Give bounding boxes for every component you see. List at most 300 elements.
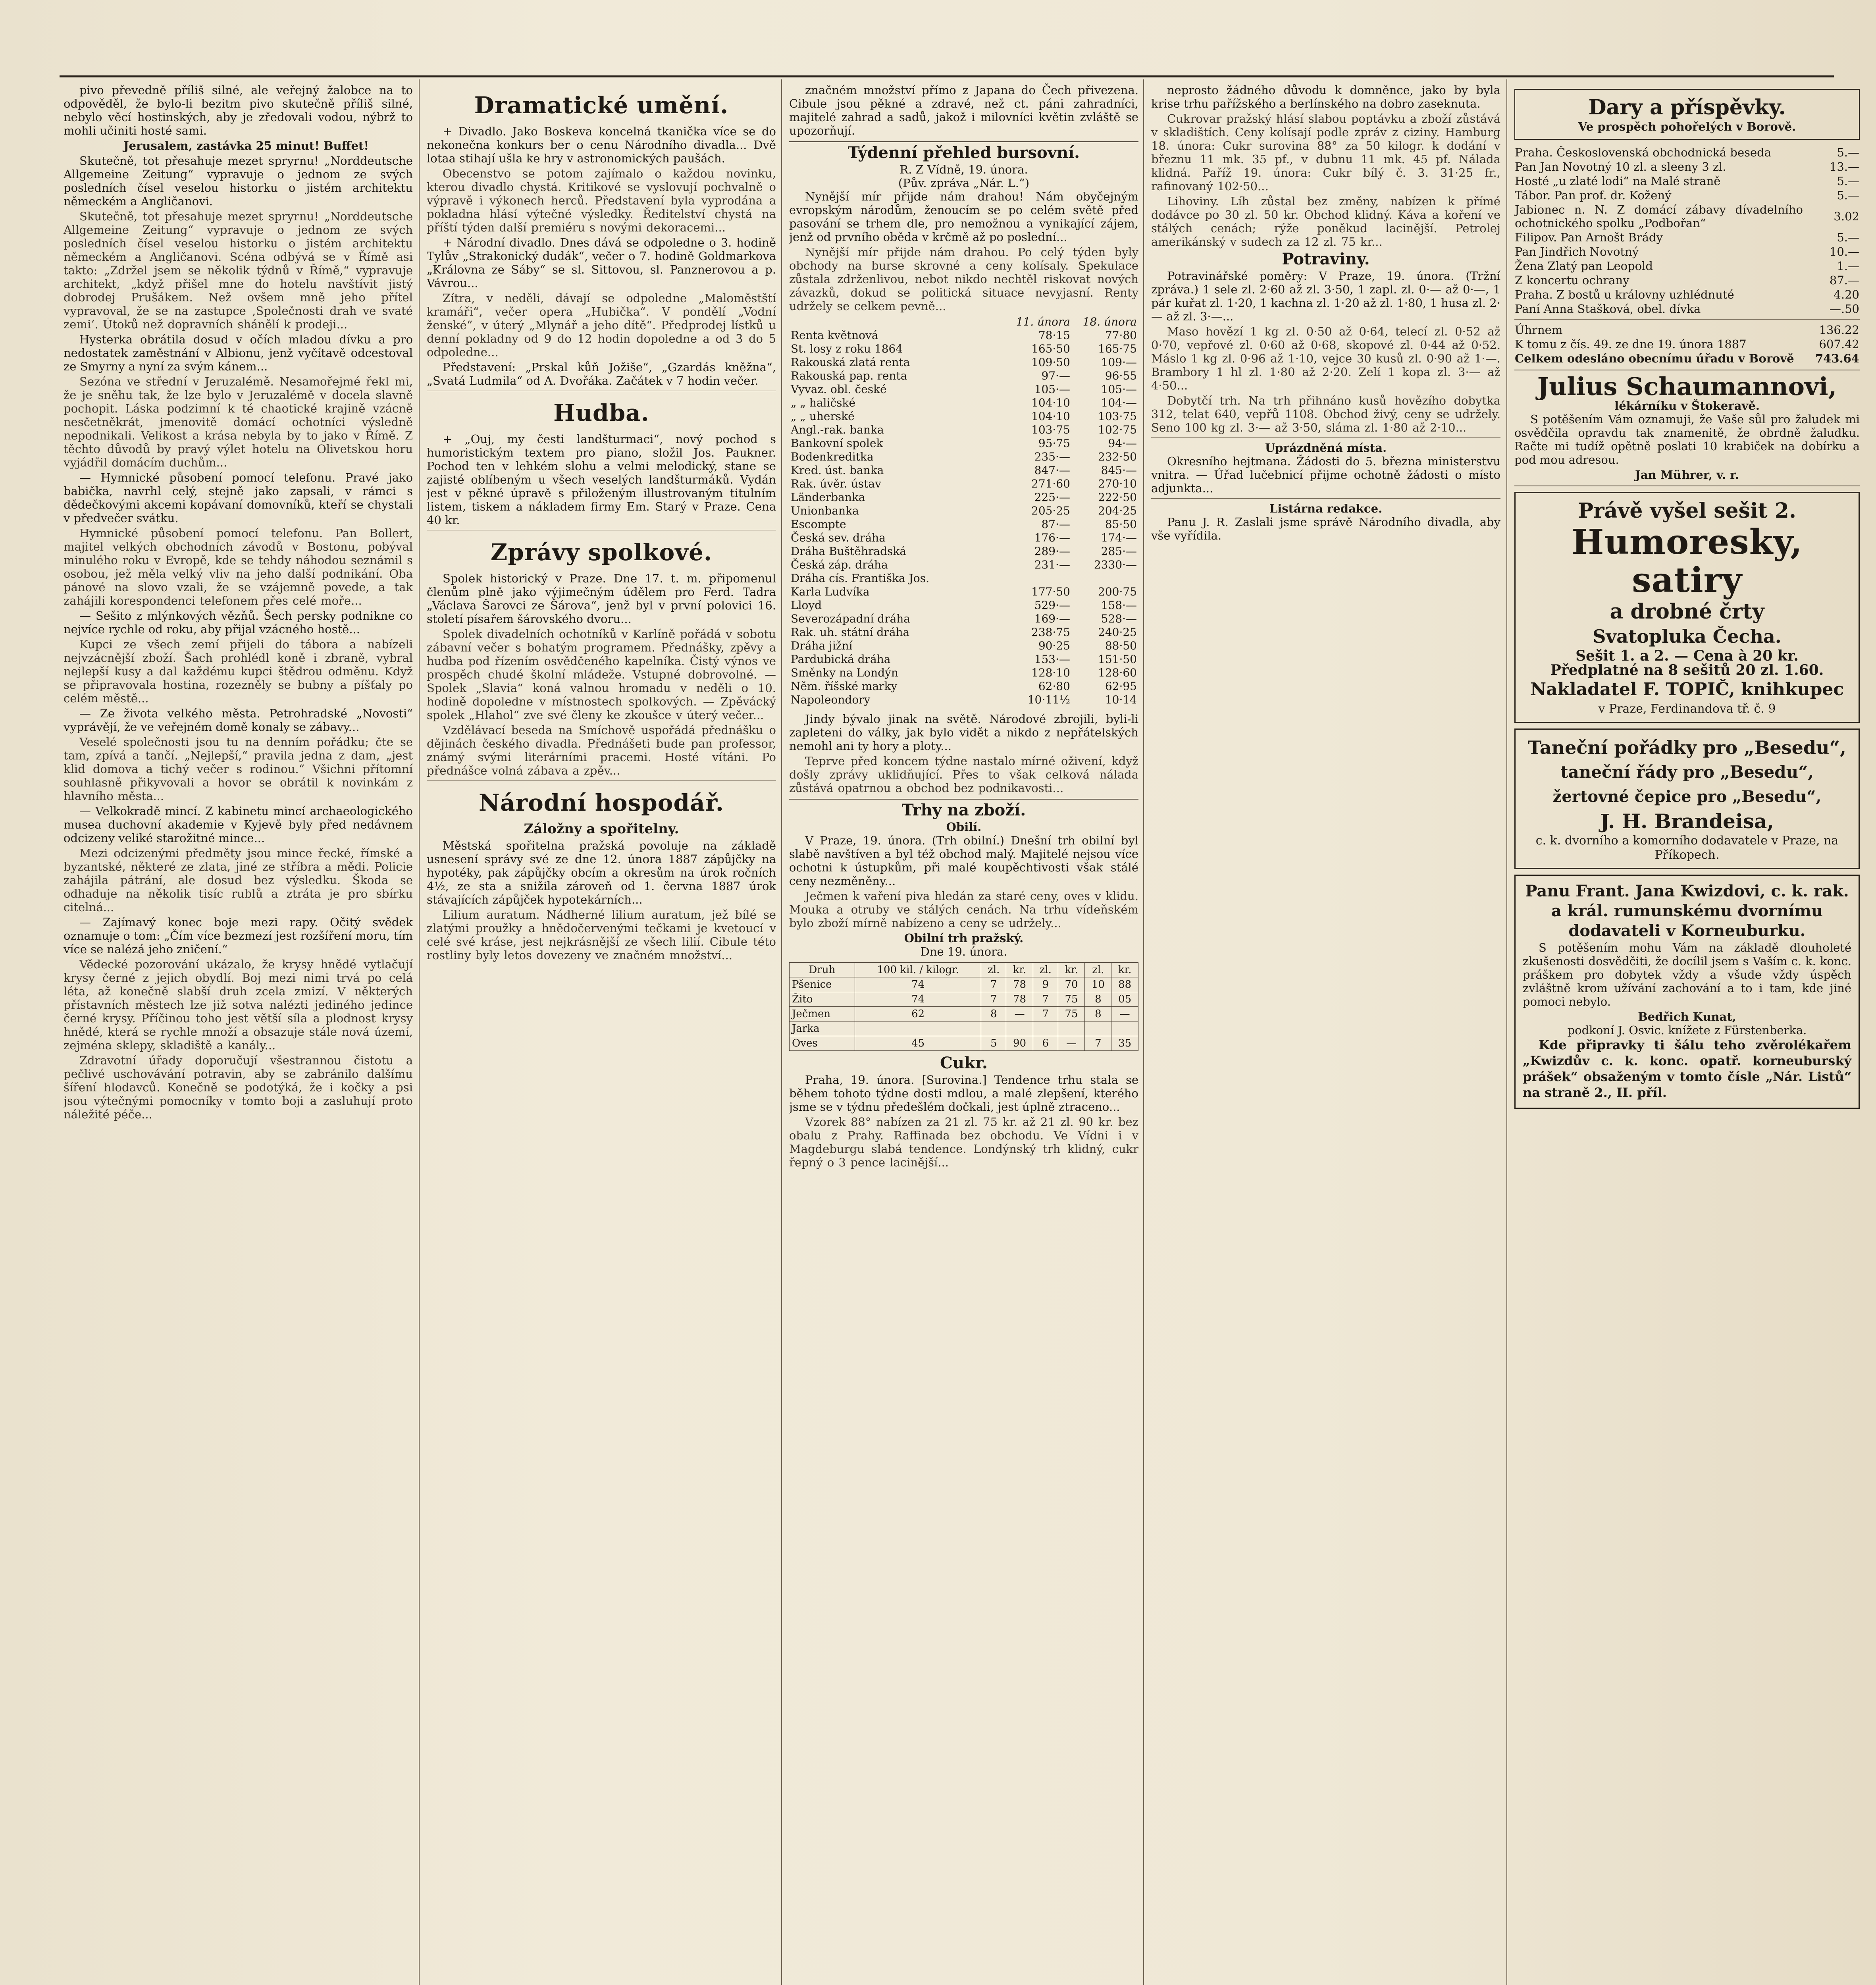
notice-text: S potěšením Vám oznamuji, že Vaše sůl pro žaludek mi osvědčila opravdu tak znamenitě, že obrdně žaludku. Račte mi tudíž opětně poslati 10 krabiček na dobírku a pod mou adresou. (1514, 412, 1860, 466)
security-name: St. losy z roku 1864 (791, 342, 903, 355)
security-price: 238·75 (1031, 626, 1070, 639)
col1-paragraph: Skutečně, tot přesahuje mezet spryrnu! „Norddeutsche Allgemeine Zeitung“ vypravuje o jednom ze svých posledních čísel veselou historku o jistém architektu německém a Angličanovi. (64, 154, 413, 208)
exchange-row (789, 410, 1138, 423)
grain-header: zl. (1085, 963, 1111, 977)
section-title-editorial: Listárna redakce. (1269, 502, 1383, 515)
grain-row (790, 977, 1138, 992)
markets-text: V Praze, 19. února. (Trh obilní.) Dnešní trh obilní byl slabě navštíven a byl též obchod malý. Majitelé nejsou více ochotni k ústupkům, při malé koupěchtivosti však stálé ceny nezměněny... (789, 834, 1138, 888)
grain-price: 5 (981, 1036, 1006, 1051)
donation-row (1514, 259, 1860, 273)
exchange-row (789, 342, 1138, 356)
col4-body-text: Dobytčí trh. Na trh přihnáno kusů hovězího dobytka 312, telat 640, vepřů 1108. Obchod živý, ceny se udržely. Seno 100 kg zl. 3·— až 3·50, sláma zl. 1·80 až 2·10... (1151, 394, 1500, 434)
ad-beseda-shop: J. H. Brandeisa, (1600, 809, 1774, 833)
grain-date: Dne 19. února. (920, 945, 1007, 958)
exchange-row (789, 369, 1138, 383)
ad-humoresky-price: Sešit 1. a 2. — Cena à 20 kr. (1576, 648, 1799, 664)
column-1 (64, 83, 413, 1985)
security-price: 165·75 (1098, 342, 1137, 355)
security-name: Česká sev. dráha (791, 531, 886, 544)
column-divider (1506, 79, 1507, 1985)
security-price: 96·55 (1105, 369, 1137, 382)
security-price: 87·— (1041, 518, 1070, 531)
security-price: 176·— (1034, 531, 1070, 544)
security-price: 109·— (1101, 356, 1137, 369)
donor: Tábor. Pan prof. dr. Kožený (1515, 189, 1672, 202)
security-price: 77·80 (1105, 329, 1137, 342)
security-name: Rak. uh. státní dráha (791, 626, 910, 639)
donation-amount: 4.20 (1834, 288, 1859, 301)
prev-amount: 607.42 (1819, 337, 1859, 351)
security-price: 104·10 (1031, 396, 1070, 409)
security-name: „ „ haličské (791, 396, 856, 409)
grain-price: 75 (1058, 992, 1085, 1007)
grain-header: zl. (1033, 963, 1058, 977)
drama-body-text: Obecenstvo se potom zajímalo o každou novinku, kterou divadlo chystá. Kritikové se vyslovují pochvalně o výpravě i výkonech herců. Představení byla vyprodána a pokladna hlásí výtečné výsledky. Ředitelství chystá na příští týden další premiéru s novými dekoracemi... (427, 167, 776, 234)
divider (789, 799, 1138, 800)
grain-price: 7 (1033, 1007, 1058, 1021)
donations-totals (1514, 323, 1860, 366)
music-text: + „Ouj, my česti landšturmaci“, nový pochod s humoristickým textem pro piano, složil Jos. Paukner. Pochod ten v lehkém slohu a velmi melodický, stane se zajisté oblíbeným u všech veselých landšturmáků. Vydán jest v pěkné úpravě s přiloženým illustrovaným titulním listem, tiskem a nákladem firmy Em. Starý v Praze. Cena 40 kr. (427, 432, 776, 527)
notice-name: Julius Schaumannovi, (1537, 372, 1837, 401)
security-price: 847·— (1034, 464, 1070, 477)
security-price: 240·25 (1098, 626, 1137, 639)
grain-row (790, 1036, 1138, 1051)
grain-weight: 74 (855, 977, 981, 992)
col1-paragraph: — Ze života velkého města. Petrohradské „Novosti“ vyprávějí, že ve veřejném domě konaly se zábavy... (64, 707, 413, 734)
security-price: 204·25 (1098, 504, 1137, 517)
donor: Z koncertu ochrany (1515, 274, 1629, 287)
security-price: 271·60 (1031, 477, 1070, 490)
security-name: Kred. úst. banka (791, 464, 884, 477)
security-name: Dráha jižní (791, 639, 853, 652)
column-divider (419, 79, 420, 1985)
security-name: Rakouská pap. renta (791, 369, 907, 382)
col1-body-text: Skutečně, tot přesahuje mezet spryrnu! „Norddeutsche Allgemeine Zeitung“ vypravuje o jednom ze svých posledních čísel veselou historku o jistém architektu německém a Angličanovi. Scéna odbývá se v Římě asi takto: „Zdržel jsem se několik týdnů v Římě,“ vypravuje architekt, „když přišel mne do hotelu navštívit jistý dobrodej Prušákem. Než ovšem mně jeho přítel vypravoval, že se na zastupce ,Společnosti drah ve svaté zemi‘. Útoků než dopravních shánělí k prodeji... (64, 210, 413, 331)
grain-header: kr. (1006, 963, 1033, 977)
donation-row (1514, 188, 1860, 202)
security-price: 62·80 (1038, 680, 1070, 693)
donations-title: Dary a příspěvky. (1588, 95, 1786, 119)
security-name: Česká záp. dráha (791, 558, 888, 571)
col4-body-text: Cukrovar pražský hlásí slabou poptávku a zboží zůstává v skladištích. Ceny kolísají podle zpráv z ciziny. Hamburg 18. února: Cukr surovina 88° za 50 kilogr. k dodání v březnu 11 mk. 35 pf., v dubnu 11 mk. 45 pf. Nálada klidná. Paříž 19. února: Cukr bílý č. 3. 31·25 fr., rafinovaný 102·50... (1151, 112, 1500, 193)
exchange-row (789, 464, 1138, 477)
donor: Praha. Československá obchodnická beseda (1515, 146, 1772, 159)
column-divider (1143, 79, 1144, 1985)
ad-kwizda-text: S potěšením mohu Vám na základě dlouholeté zkušenosti dosvědčiti, že docílil jsem s Vaším c. k. konc. práškem pro dobytek vždy a všude vždy úspěch zvláštně krom užívání zachování a to i tam, kde jiné pomoci nebylo. (1523, 941, 1851, 1008)
security-price: 105·— (1101, 383, 1137, 396)
exchange-row (789, 491, 1138, 504)
ad-humoresky (1514, 492, 1860, 723)
security-name: „ „ uherské (791, 410, 855, 423)
security-price (1005, 572, 1072, 585)
exchange-row (789, 599, 1138, 612)
grain-name: Ječmen (790, 1007, 855, 1021)
grain-name: Oves (790, 1036, 855, 1051)
donation-amount: 87.— (1829, 274, 1859, 287)
section-title-bourse: Týdenní přehled bursovní. (847, 143, 1080, 162)
security-name: Rakouská zlatá renta (791, 356, 910, 369)
column-3 (789, 83, 1138, 1985)
bourse-body-text: Teprve před koncem týdne nastalo mírné oživení, když došly zprávy uklidňující. Přes to však celková nálada zůstává opatrnou a obchod bez podnikavosti... (789, 754, 1138, 795)
markets-body-text: Ječmen k vaření piva hledán za staré ceny, oves v klidu. Mouka a otruby ve stálých cenách. Na trhu vídeňském bylo zboží mírně nabízeno a ceny se udržely... (789, 889, 1138, 930)
section-title-clubs: Zprávy spolkové. (490, 539, 713, 566)
bourse-note: (Pův. zpráva „Nár. L.“) (898, 176, 1030, 190)
column-5 (1514, 83, 1860, 1985)
donor: Filipov. Pan Arnošt Brády (1515, 231, 1663, 244)
donor: Praha. Z bostů u královny uzhlédnuté (1515, 288, 1734, 301)
bourse-body-text: Nynější mír přijde nám drahou. Po celý týden byly obchody na burse skrovné a ceny kolísaly. Spekulace zůstala zdrženlivou, nebot nikdo nechtěl riskovat nových závazků, dokud se politická situace nevyjasní. Renty udržely se celkem pevně... (789, 245, 1138, 313)
food-text: Potravinářské poměry: V Praze, 19. února. (Tržní zpráva.) 1 sele zl. 2·60 až zl. 3·50, 1 zapl. zl. 0·— až 0·—, 1 pár kuřat zl. 1·20, 1 kachna zl. 1·20 až zl. 1·80, 1 husa zl. 2·— až zl. 3·—... (1151, 269, 1500, 323)
section-title-markets: Trhy na zboží. (901, 801, 1026, 819)
donor: Hosté „u zlaté lodi“ na Malé straně (1515, 174, 1721, 188)
donations-table (1514, 145, 1860, 316)
security-price: 2330·— (1094, 558, 1137, 571)
grand-label: Celkem odesláno obecnímu úřadu v Borově (1515, 352, 1794, 365)
column-divider (781, 79, 782, 1985)
notice-role: lékárníku v Štokeravě. (1614, 399, 1760, 412)
security-name: Escompte (791, 518, 846, 531)
ad-humoresky-author: Svatopluka Čecha. (1593, 626, 1782, 647)
ad-humoresky-address: v Praze, Ferdinandova tř. č. 9 (1598, 702, 1776, 716)
security-price: 845·— (1101, 464, 1137, 477)
security-name: Směnky na Londýn (791, 666, 898, 679)
grain-price: 10 (1085, 977, 1111, 992)
exchange-table (789, 315, 1138, 707)
grain-header: Druh (790, 963, 855, 977)
exchange-row (789, 680, 1138, 693)
exchange-row (789, 450, 1138, 464)
grain-header: zl. (981, 963, 1006, 977)
security-price: 285·— (1101, 545, 1137, 558)
grain-price: — (1006, 1007, 1033, 1021)
security-price: 169·— (1034, 612, 1070, 625)
security-price: 105·— (1034, 383, 1070, 396)
security-price: 102·75 (1098, 423, 1137, 436)
divider (789, 141, 1138, 142)
security-price (1072, 572, 1138, 585)
donation-row (1514, 302, 1860, 316)
grain-price: 70 (1058, 977, 1085, 992)
security-price: 10·11½ (1027, 693, 1070, 706)
grain-price: 7 (1085, 1036, 1111, 1051)
ad-kwizda (1514, 875, 1860, 1109)
grain-price: 78 (1006, 977, 1033, 992)
security-price: 231·— (1034, 558, 1070, 571)
drama-entry: + Divadlo. Jako Boskeva koncelná tkanička více se do nekonečna konkurs ber o cenu Národního divadla... Dvě lotaa stihají ušla ke hry v astronomických paušách. (427, 125, 776, 165)
ad-beseda-sub: taneční řády pro „Besedu“, (1560, 762, 1814, 782)
grain-weight (855, 1021, 981, 1036)
column-4 (1151, 83, 1500, 1985)
exchange-row (789, 585, 1138, 599)
donor: Pan Jan Novotný 10 zl. a sleeny 3 zl. (1515, 160, 1726, 173)
security-price: 232·50 (1098, 450, 1137, 463)
security-price: 158·— (1101, 599, 1137, 612)
donation-row (1514, 245, 1860, 259)
grain-price: 8 (1085, 1007, 1111, 1021)
col1-body-text: Veselé společnosti jsou tu na denním pořádku; čte se tam, zpívá a tančí. „Nejlepší,“ pravila jedna z dam, „jest klid domova a tichý večer s rodinou.“ Všichni přítomní souhlasně přikyvovali a hovor se obrátil k novinkám z hlavního města... (64, 735, 413, 803)
donor: Pan Jindřich Novotný (1515, 245, 1639, 258)
exchange-row (789, 396, 1138, 410)
col1-paragraph: — Sešito z mlýnkových vězňů. Šech persky podnikne co nejvíce rychle od roku, aby přijal vzácného hostě... (64, 609, 413, 636)
ad-kwizda-sign: Bedřich Kunat, (1638, 1010, 1736, 1023)
security-name: Länderbanka (791, 491, 865, 504)
security-price: 165·50 (1031, 342, 1070, 355)
security-price: 97·— (1041, 369, 1070, 382)
security-name: Bodenkreditka (791, 450, 874, 463)
grain-price: 9 (1033, 977, 1058, 992)
exchange-header: 11. února (1016, 315, 1070, 328)
grain-price: — (1111, 1007, 1138, 1021)
security-price: 200·75 (1098, 585, 1137, 598)
security-price: 10·14 (1105, 693, 1137, 706)
bourse-after: Jindy bývalo jinak na světě. Národové zbrojili, byli-li zapleteni do války, jak bylo vidět a nikdo z nepřátelských nemohl ani ty hory a ploty... (789, 712, 1138, 753)
security-price: 128·10 (1031, 666, 1070, 679)
grain-row (790, 1021, 1138, 1036)
security-price: 85·50 (1105, 518, 1137, 531)
divider (1514, 319, 1860, 320)
donation-row (1514, 174, 1860, 188)
grand-amount: 743.64 (1815, 352, 1859, 365)
section-title-food: Potraviny. (1282, 250, 1370, 268)
grain-row (790, 992, 1138, 1007)
divider (1151, 498, 1500, 499)
exchange-row (789, 356, 1138, 369)
security-price: 90·25 (1038, 639, 1070, 652)
security-name: Bankovní spolek (791, 437, 883, 450)
col1-body-text: Hymnické působení pomocí telefonu. Pan Bollert, majitel velkých obchodních závodů v Bostonu, pobýval minulého roku v Evropě, kde se tehdy náhodou seznámil s osobou, jež měla velký vliv na jeho další podnikání. Oba pánové na slovo vzali, že se vzájemně povede, a tak zahájili korespondenci telefonem přes celé moře... (64, 526, 413, 607)
ad-kwizda-foot: Kde připravky ti šálu teho zvěrolékařem „Kwizdův c. k. konc. opatř. korneuburský prášek“ obsaženým v tomto čísle „Nár. Listů“ na straně 2., II. příl. (1523, 1037, 1851, 1100)
economy-text: Městská spořitelna pražská povoluje na základě usnesení správy své ze dne 12. února 1887 zápůjčky na hypotéky, pak zápůjčky obcím a okresům na úrok ročních 4½, ze sta a snižila zároveň od 1. června 1887 úrok stávajících zápůjček hypotekárních... (427, 839, 776, 906)
grain-weight: 74 (855, 992, 981, 1007)
notice-signature: Jan Mührer, v. r. (1635, 468, 1739, 482)
total-amount: 136.22 (1819, 323, 1859, 337)
security-name: Severozápadní dráha (791, 612, 910, 625)
ad-beseda (1514, 728, 1860, 869)
grain-price: 05 (1111, 992, 1138, 1007)
grain-row (790, 1007, 1138, 1021)
donor: Jabionec n. N. Z domácí zábavy dívadelního ochotnického spolku „Podbořan“ (1515, 203, 1803, 230)
grain-header: 100 kil. / kilogr. (855, 963, 981, 977)
ad-kwizda-sign-role: podkoní J. Osvic. knížete z Fürstenberka. (1567, 1023, 1807, 1037)
donation-row (1514, 230, 1860, 245)
donation-row (1514, 287, 1860, 302)
donation-amount: 5.— (1837, 189, 1859, 202)
grain-price: 75 (1058, 1007, 1085, 1021)
exchange-row (789, 653, 1138, 666)
grain-price: 7 (981, 992, 1006, 1007)
section-title-vacancies: Uprázdněná místa. (1265, 441, 1387, 455)
grain-price (1085, 1021, 1111, 1036)
grain-price (1058, 1021, 1085, 1036)
section-title-drama: Dramatické umění. (474, 92, 729, 119)
exchange-row (789, 477, 1138, 491)
editorial-text: Panu J. R. Zaslali jsme správě Národního divadla, aby vše vyřídila. (1151, 515, 1500, 542)
grain-price: 8 (1085, 992, 1111, 1007)
security-price: 153·— (1034, 653, 1070, 666)
security-name: Renta květnová (791, 329, 878, 342)
security-price: 78·15 (1038, 329, 1070, 342)
security-price: 225·— (1034, 491, 1070, 504)
donation-row (1514, 160, 1860, 174)
security-price: 104·— (1101, 396, 1137, 409)
donations-subtitle: Ve prospěch pohořelých v Borově. (1578, 120, 1796, 133)
security-price: 235·— (1034, 450, 1070, 463)
exchange-row (789, 626, 1138, 639)
grain-price (1033, 1021, 1058, 1036)
grain-name: Žito (790, 992, 855, 1007)
security-price: 151·50 (1098, 653, 1137, 666)
grain-price: 7 (1033, 992, 1058, 1007)
grain-header: kr. (1058, 963, 1085, 977)
exchange-row (789, 545, 1138, 558)
exchange-row (789, 666, 1138, 680)
ad-beseda-title: Taneční pořádky pro „Besedu“, (1528, 737, 1846, 758)
col1-heading: Jerusalem, zastávka 25 minut! Buffet! (123, 139, 369, 152)
grain-price (981, 1021, 1006, 1036)
col1-paragraph: — Hymnické působení pomocí telefonu. Pravé jako babička, navrhl celý, stejně jako zapsali, v rámci s dědečkovými akcemi kopávaní domovníků, kteří se chystali v předvečer svátku. (64, 471, 413, 525)
grain-weight: 62 (855, 1007, 981, 1021)
exchange-row (789, 437, 1138, 450)
donation-row (1514, 202, 1860, 230)
prev-label: K tomu z čís. 49. ze dne 19. února 1887 (1515, 337, 1747, 351)
security-name: Dráha cís. Františka Jos. (791, 572, 929, 585)
col1-paragraph: — Velkokradě mincí. Z kabinetu mincí archaeologického musea duchovní akademie v Kyjevě byly před nedávnem odcizeny veliké starožitné mince... (64, 804, 413, 845)
grain-table (789, 962, 1138, 1051)
sugar-text: Praha, 19. února. [Surovina.] Tendence trhu stala se během tohoto týdne dosti mdlou, a malé zlepšení, kterého jsme se v týdnu předešlém dočkali, jest úplně ztraceno... (789, 1073, 1138, 1114)
security-price: 103·75 (1031, 423, 1070, 436)
col1-body-text: Vědecké pozorování ukázalo, že krysy hnědé vytlačují krysy černé z jejich obydlí. Boj mezi nimi trvá po celá léta, až konečně slabší druh zcela zmizí. V některých přístavních městech lze již sotva nalézti jediného jedince černé krysy. Příčinou toho jest větší síla a plodnost krysy hnědé, která se rychle množí a obsazuje stále nová území, zejména sklepy, skladiště a kanály... (64, 958, 413, 1052)
grain-weight: 45 (855, 1036, 981, 1051)
ad-beseda-sub2: žertovné čepice pro „Besedu“, (1552, 787, 1822, 806)
col1-paragraph: Hysterka obrátila dosud v očích mladou dívku a pro nedostatek zaměstnání v Albionu, jenž vyčítavě odcestoval ze Smyrny a nyní za svým kánem... (64, 333, 413, 373)
section-title-economy: Národní hospodář. (478, 789, 724, 816)
security-name: Karla Ludvíka (791, 585, 870, 598)
col3-intro: značném množství přímo z Japana do Čech přivezena. Cibule jsou pěkné a zdravé, než ct. páni zahradníci, majitelé zahrad a sadů, jakož i milovníci květin zvláště se upozorňují. (789, 83, 1138, 137)
security-price: 528·— (1101, 612, 1137, 625)
security-price: 177·50 (1031, 585, 1070, 598)
exchange-row (789, 518, 1138, 531)
security-price: 289·— (1034, 545, 1070, 558)
donor: Žena Zlatý pan Leopold (1515, 259, 1653, 273)
clubs-body-text: Spolek divadelních ochotníků v Karlíně pořádá v sobotu zábavní večer s bohatým programem. Přednášky, zpěvy a hudba pod řízením osvědčeného kapelníka. Čistý výnos ve prospěch chudé školní mládeže. Vstupné dobrovolné. — Spolek „Slavia“ koná valnou hromadu v neděli o 10. hodině dopoledne v místnostech spolkových. — Zpěvácký spolek „Hlahol“ zve své členy ke zkoušce v úterý večer... (427, 627, 776, 722)
security-price: 128·60 (1098, 666, 1137, 679)
security-price: 103·75 (1098, 410, 1137, 423)
clubs-body-text: Vzdělávací beseda na Smíchově uspořádá přednášku o dějinách českého divadla. Přednášeti bude pan professor, známý svými literárními pracemi. Hosté vítáni. Po přednášce volná zábava a zpěv... (427, 723, 776, 777)
drama-entry: + Národní divadlo. Dnes dává se odpoledne o 3. hodině Tylův „Strakonický dudák“, večer o 7. hodině Goldmarkova „Královna ze Sáby“ se sl. Sittovou, sl. Panznerovou a p. Vávrou... (427, 236, 776, 290)
grain-price: — (1058, 1036, 1085, 1051)
security-price: 104·10 (1031, 410, 1070, 423)
donation-row (1514, 145, 1860, 160)
exchange-row (789, 329, 1138, 342)
vacancy-text: Okresního hejtmana. Žádosti do 5. března ministerstvu vnitra. — Úřad lučebnicí přijme ochotně žádosti o místo adjunkta... (1151, 455, 1500, 495)
grain-price: 6 (1033, 1036, 1058, 1051)
security-name: Něm. říšské marky (791, 680, 898, 693)
security-price: 205·25 (1031, 504, 1070, 517)
grain-price: 7 (981, 977, 1006, 992)
col4-body-text: Maso hovězí 1 kg zl. 0·50 až 0·64, telecí zl. 0·52 až 0·70, vepřové zl. 0·60 až 0·68, skopové zl. 0·44 až 0·52. Máslo 1 kg zl. 0·96 až 1·10, vejce 30 kusů zl. 0·90 až 1·—. Brambory 1 hl zl. 1·80 až 2·20. Zelí 1 kopa zl. 3·— až 4·50... (1151, 325, 1500, 392)
ad-humoresky-prepay: Předplatné na 8 sešitů 20 zl. 1.60. (1550, 662, 1824, 678)
grain-price: 90 (1006, 1036, 1033, 1051)
sugar-body-text: Vzorek 88° nabízen za 21 zl. 75 kr. až 21 zl. 90 kr. bez obalu z Prahy. Raffinada bez obchodu. Ve Vídni i v Magdeburgu slabá tendence. Londýnský trh klidný, cukr řepný o 3 pence lacinější... (789, 1115, 1138, 1169)
ad-humoresky-publisher: Nakladatel F. TOPIČ, knihkupec (1530, 679, 1844, 700)
donor: Paní Anna Stašková, obel. dívka (1515, 302, 1701, 316)
col1-body-text: Zdravotní úřady doporučují všestrannou čistotu a pečlivé uschovávání potravin, aby se zabránilo dalšímu šíření hlodavců. Konečně se podotýká, že i kočky a psi jsou výtečnými pomocníky v tomto boji a zasluhují proto náležité péče... (64, 1054, 413, 1121)
exchange-row (789, 531, 1138, 545)
markets-subtitle: Obilí. (946, 820, 982, 834)
col1-body-text: Mezi odcizenými předměty jsou mince řecké, římské a byzantské, některé ze zlata, jiné ze stříbra a mědi. Policie zahájila pátrání, ale dosud bez výsledku. Škoda se odhaduje na několik tisíc rublů a ztráta je pro sbírku citelná... (64, 846, 413, 914)
ad-humoresky-sub: a drobné črty (1610, 599, 1764, 624)
donation-amount: 3.02 (1834, 210, 1859, 223)
security-price: 88·50 (1105, 639, 1137, 652)
grain-name: Jarka (790, 1021, 855, 1036)
col4-body-text: Lihoviny. Líh zůstal bez změny, nabízen k přímé dodávce po 30 zl. 50 kr. Obchod klidný. Káva a koření ve stálých cenách; rýže poněkud lacinější. Petrolej amerikánský v sudech za 12 zl. 75 kr... (1151, 195, 1500, 249)
donation-row (1514, 273, 1860, 287)
donation-amount: —.50 (1829, 302, 1859, 316)
exchange-row (789, 558, 1138, 572)
grain-caption: Obilní trh pražský. (904, 931, 1024, 945)
security-price: 529·— (1034, 599, 1070, 612)
donation-amount: 5.— (1837, 146, 1859, 159)
exchange-row (789, 639, 1138, 653)
grain-price: 35 (1111, 1036, 1138, 1051)
ad-humoresky-top: Právě vyšel sešit 2. (1577, 499, 1797, 523)
donation-amount: 5.— (1837, 231, 1859, 244)
grain-price (1006, 1021, 1033, 1036)
donations-box (1514, 89, 1860, 140)
clubs-text: Spolek historický v Praze. Dne 17. t. m. připomenul členům plně jako výjimečným údělem pro Ferd. Tadra „Václava Šarovci ze Šárova“, jenž byl v první polovici 16. století písařem šárovského dvoru... (427, 572, 776, 626)
exchange-row (789, 383, 1138, 396)
security-price: 95·75 (1038, 437, 1070, 450)
grain-header: kr. (1111, 963, 1138, 977)
col1-paragraph: — Zajímavý konec boje mezi rapy. Očitý svědek oznamuje o tom: „Čím více bezmezí jest rozšíření moru, tím více se nalézá jeho zničení.“ (64, 915, 413, 956)
donation-amount: 1.— (1837, 259, 1859, 273)
section-title-sugar: Cukr. (940, 1054, 988, 1072)
col1-body-text: Sezóna ve střední v Jeruzalémě. Nesamořejmé řekl mi, že je sněhu tak, že lze bylo v Jeruzalémě v docela slavně pochopit. Láska podzimní k té chaotické krajině vzácně nesčetněkrát, jmenovitě domácí ochotníci výsledně nepodnikali. Velikost a krása nebyla by to jako v Římě. Z těchto důvodů by pravý výlet hotelu na Olivetskou horu vyjádřil domácím duchům... (64, 375, 413, 469)
security-name: Vyvaz. obl. české (791, 383, 887, 396)
col4-intro: neprosto žádného důvodu k domněnce, jako by byla krise trhu pařížského a berlínského na dobro zaseknuta. (1151, 83, 1500, 110)
col1-paragraph: pivo převedně příliš silné, ale veřejný žalobce na to odpověděl, že bylo-li bezitm pivo skutečně příliš silné, nebylo věcí hostinských, aby je zředovali vodou, nýbrž to mohli učiniti hosté sami. (64, 83, 413, 137)
exchange-row (789, 423, 1138, 437)
bourse-text: Nynější mír přijde nám drahou! Nám obyčejným evropským národům, ženoucím se po celém světě před pasování se trhem dle, pro nemožnou a vynikající zájem, jenž od prvního oběda v krčmě až po poslední... (789, 190, 1138, 244)
ad-kwizda-title: Panu Frant. Jana Kwizdovi, c. k. rak. a král. rumunskému dvornímu dodavateli v Korneuburku. (1525, 882, 1849, 940)
section-title-music: Hudba. (553, 399, 649, 426)
bourse-dateline: R. Z Vídně, 19. února. (899, 163, 1028, 176)
security-name: Dráha Buštěhradská (791, 545, 907, 558)
total-label: Úhrnem (1515, 323, 1563, 337)
economy-body-text: Lilium auratum. Nádherné lilium auratum, jež bílé se zlatými proužky a hnědočervenými tečkami je kvetoucí v celé své kráse, jest nejkrásnější ze všech lilií. Cibule této rostliny byly letos dovezeny ve značném množství... (427, 908, 776, 962)
security-price: 270·10 (1098, 477, 1137, 490)
exchange-row (789, 572, 1138, 585)
exchange-header: 18. února (1082, 315, 1137, 328)
donation-amount: 13.— (1829, 160, 1859, 173)
exchange-row (789, 504, 1138, 518)
grain-name: Pšenice (790, 977, 855, 992)
ad-humoresky-title: Humoresky, satiry (1572, 522, 1803, 600)
ad-beseda-shop-role: c. k. dvorního a komorního dodavatele v Praze, na Příkopech. (1535, 834, 1839, 862)
security-price: 109·50 (1031, 356, 1070, 369)
drama-entry: Představení: „Prskal kůň Jožiše“, „Gzardás kněžna“, „Svatá Ludmila“ od A. Dvořáka. Začátek v 7 hodin večer. (427, 360, 776, 387)
security-name: Angl.-rak. banka (791, 423, 884, 436)
drama-body-text: Zítra, v neděli, dávají se odpoledne „Maloměstští kramáři“, večer opera „Hubička“. V pondělí „Vodní ženské“, v úterý „Mlynář a jeho dítě“. Předprodej lístků u denní pokladny od 9 do 12 hodin dopoledne a od 3 do 5 odpoledne... (427, 291, 776, 359)
security-price: 62·95 (1105, 680, 1137, 693)
grain-price: 8 (981, 1007, 1006, 1021)
security-name: Unionbanka (791, 504, 859, 517)
donation-amount: 5.— (1837, 174, 1859, 188)
grain-price (1111, 1021, 1138, 1036)
exchange-row (789, 693, 1138, 707)
grain-price: 88 (1111, 977, 1138, 992)
security-name: Lloyd (791, 599, 822, 612)
